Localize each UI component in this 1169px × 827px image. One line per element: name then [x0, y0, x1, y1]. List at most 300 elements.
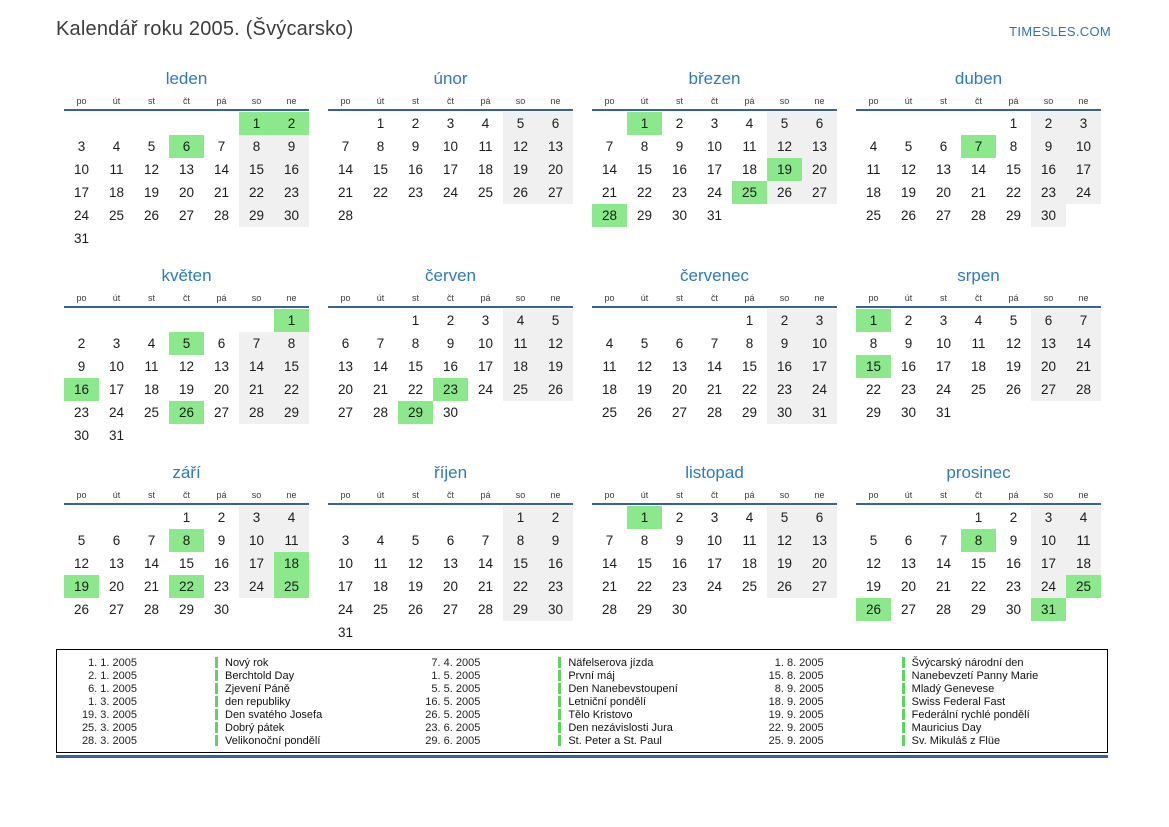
- day-cell: 6: [538, 112, 573, 135]
- legend-row: [410, 721, 753, 734]
- day-header: pá: [1008, 96, 1019, 106]
- day-cell: 15: [178, 556, 195, 571]
- day-cell: 17: [442, 162, 459, 177]
- day-cell: 28: [143, 602, 160, 617]
- holiday-day-cell: 5: [169, 332, 204, 355]
- day-cell: 22: [503, 575, 538, 598]
- day-cell: 14: [239, 355, 274, 378]
- day-cell: 8: [640, 533, 649, 548]
- day-cell: 14: [970, 162, 987, 177]
- empty-cell: [204, 112, 239, 135]
- holiday-date: 1. 5. 2005: [431, 669, 481, 682]
- day-cell: 29: [239, 204, 274, 227]
- day-cell: 22: [274, 378, 309, 401]
- day-cell: 4: [869, 139, 878, 154]
- holiday-marker-bar: [558, 683, 561, 694]
- holiday-day-cell: 29: [398, 401, 433, 424]
- day-cell: 24: [1031, 575, 1066, 598]
- day-cell: 20: [178, 185, 195, 200]
- day-cell: 13: [337, 359, 354, 374]
- day-cell: 23: [73, 405, 90, 420]
- day-cell: 4: [481, 116, 490, 131]
- empty-cell: [64, 309, 99, 332]
- empty-cell: [239, 309, 274, 332]
- footer-divider: [56, 755, 1108, 758]
- day-cell: 9: [77, 359, 86, 374]
- day-cell: 3: [802, 309, 837, 332]
- day-cell: 4: [112, 139, 121, 154]
- day-cell: 31: [73, 231, 90, 246]
- holiday-legend: [56, 649, 1108, 753]
- day-cell: 13: [671, 359, 688, 374]
- day-cell: 11: [742, 139, 757, 154]
- day-header: čt: [710, 96, 718, 106]
- day-cell: 14: [601, 162, 618, 177]
- day-cell: 11: [602, 359, 617, 374]
- day-cell: 15: [407, 359, 424, 374]
- holiday-date: 7. 4. 2005: [431, 656, 481, 669]
- day-cell: 21: [337, 185, 354, 200]
- day-cell: 17: [802, 355, 837, 378]
- day-cell: 28: [1066, 378, 1101, 401]
- day-header: po: [76, 96, 87, 106]
- day-cell: 4: [974, 313, 983, 328]
- holiday-date: 19. 9. 2005: [768, 708, 824, 721]
- day-header: čt: [974, 293, 982, 303]
- holiday-name: Den nezávislosti Jura: [568, 721, 673, 734]
- day-cell: 18: [477, 162, 494, 177]
- empty-cell: [398, 506, 433, 529]
- holiday-name: Federální rychlé pondělí: [911, 708, 1030, 721]
- day-cell: 25: [503, 378, 538, 401]
- day-header: ne: [286, 96, 297, 106]
- holiday-marker-bar: [558, 657, 561, 668]
- day-cell: 6: [1031, 309, 1066, 332]
- day-cell: 4: [1066, 506, 1101, 529]
- holiday-marker-bar: [215, 696, 218, 707]
- empty-cell: [328, 112, 363, 135]
- day-cell: 9: [217, 533, 226, 548]
- legend-row: [67, 656, 410, 669]
- day-cell: 20: [935, 185, 952, 200]
- day-header: st: [675, 293, 683, 303]
- day-cell: 18: [143, 382, 160, 397]
- day-cell: 14: [1066, 332, 1101, 355]
- month-title: říjen: [433, 463, 468, 482]
- day-cell: 16: [767, 355, 802, 378]
- day-cell: 23: [767, 378, 802, 401]
- day-cell: 18: [970, 359, 987, 374]
- header-underline: [592, 306, 837, 308]
- day-cell: 7: [1066, 309, 1101, 332]
- day-cell: 15: [636, 162, 653, 177]
- day-cell: 29: [274, 401, 309, 424]
- day-cell: 1: [1009, 116, 1018, 131]
- day-header: čt: [974, 96, 982, 106]
- month-5: [64, 266, 309, 452]
- day-header: pá: [744, 96, 755, 106]
- day-cell: 15: [503, 552, 538, 575]
- day-cell: 19: [767, 552, 802, 575]
- day-header: st: [411, 293, 419, 303]
- day-cell: 10: [442, 139, 459, 154]
- day-cell: 3: [112, 336, 121, 351]
- day-cell: 12: [538, 332, 573, 355]
- day-cell: 13: [442, 556, 459, 571]
- holiday-day-cell: 2: [274, 112, 309, 135]
- day-header: so: [251, 293, 262, 303]
- holiday-day-cell: 25: [732, 181, 767, 204]
- day-cell: 30: [671, 208, 688, 223]
- day-cell: 8: [376, 139, 385, 154]
- day-cell: 4: [274, 506, 309, 529]
- empty-cell: [363, 309, 398, 332]
- day-header: po: [340, 490, 351, 500]
- day-cell: 5: [147, 139, 156, 154]
- day-header: po: [604, 96, 615, 106]
- day-cell: 19: [503, 158, 538, 181]
- holiday-name: Den Nanebevstoupení: [568, 682, 678, 695]
- legend-row: [754, 669, 1097, 682]
- day-header: so: [779, 293, 790, 303]
- day-header: čt: [446, 96, 454, 106]
- day-cell: 13: [802, 529, 837, 552]
- day-cell: 15: [239, 158, 274, 181]
- holiday-day-cell: 7: [961, 135, 996, 158]
- legend-row: [754, 708, 1097, 721]
- holiday-marker-bar: [902, 722, 905, 733]
- empty-cell: [662, 309, 697, 332]
- day-cell: 21: [970, 185, 987, 200]
- day-cell: 19: [636, 382, 653, 397]
- month-8: [856, 266, 1101, 452]
- day-header: út: [112, 490, 121, 500]
- holiday-date: 19. 3. 2005: [81, 708, 137, 721]
- day-header: st: [675, 96, 683, 106]
- day-cell: 15: [741, 359, 758, 374]
- day-header: po: [76, 490, 87, 500]
- day-header: čt: [182, 96, 190, 106]
- month-4: [856, 69, 1101, 255]
- day-cell: 24: [935, 382, 952, 397]
- day-cell: 13: [1031, 332, 1066, 355]
- legend-row: [754, 695, 1097, 708]
- month-1: [64, 69, 309, 255]
- day-header: st: [411, 490, 419, 500]
- day-cell: 4: [147, 336, 156, 351]
- day-cell: 16: [1005, 556, 1022, 571]
- day-cell: 31: [108, 428, 125, 443]
- holiday-marker-bar: [215, 709, 218, 720]
- day-cell: 5: [538, 309, 573, 332]
- empty-cell: [961, 112, 996, 135]
- header-underline: [328, 109, 573, 111]
- day-cell: 8: [239, 135, 274, 158]
- month-title: únor: [433, 69, 468, 88]
- month-title: červen: [424, 266, 477, 285]
- day-cell: 6: [802, 506, 837, 529]
- month-title: srpen: [957, 266, 1000, 285]
- day-cell: 6: [675, 336, 684, 351]
- legend-row: [410, 656, 753, 669]
- day-cell: 29: [970, 602, 987, 617]
- day-header: út: [376, 490, 385, 500]
- holiday-date: 5. 5. 2005: [431, 682, 481, 695]
- day-cell: 12: [636, 359, 653, 374]
- day-cell: 22: [239, 181, 274, 204]
- day-cell: 24: [802, 378, 837, 401]
- empty-cell: [433, 506, 468, 529]
- month-11: [592, 463, 837, 649]
- day-cell: 25: [601, 405, 618, 420]
- day-cell: 7: [341, 139, 350, 154]
- day-header: po: [604, 490, 615, 500]
- day-cell: 20: [900, 579, 917, 594]
- day-cell: 1: [974, 510, 983, 525]
- legend-row: [410, 695, 753, 708]
- day-header: po: [868, 96, 879, 106]
- day-cell: 11: [742, 533, 757, 548]
- day-cell: 10: [706, 533, 723, 548]
- day-header: so: [515, 293, 526, 303]
- day-cell: 2: [77, 336, 86, 351]
- day-cell: 24: [477, 382, 494, 397]
- day-header: pá: [480, 96, 491, 106]
- day-cell: 2: [675, 510, 684, 525]
- holiday-name: Nanebevzetí Panny Marie: [911, 669, 1039, 682]
- day-header: po: [340, 96, 351, 106]
- holiday-date: 23. 6. 2005: [425, 721, 481, 734]
- day-cell: 23: [900, 382, 917, 397]
- holiday-marker-bar: [558, 735, 561, 746]
- day-cell: 9: [1031, 135, 1066, 158]
- holiday-name: Berchtold Day: [225, 669, 295, 682]
- legend-row: [754, 656, 1097, 669]
- day-cell: 2: [904, 313, 913, 328]
- header-underline: [64, 503, 309, 505]
- day-cell: 28: [372, 405, 389, 420]
- day-cell: 30: [538, 598, 573, 621]
- day-cell: 19: [143, 185, 160, 200]
- day-cell: 27: [671, 405, 688, 420]
- day-cell: 21: [477, 579, 494, 594]
- day-cell: 5: [411, 533, 420, 548]
- day-cell: 3: [341, 533, 350, 548]
- day-cell: 14: [706, 359, 723, 374]
- empty-cell: [169, 112, 204, 135]
- day-cell: 20: [213, 382, 230, 397]
- day-cell: 14: [935, 556, 952, 571]
- day-cell: 20: [671, 382, 688, 397]
- day-cell: 10: [802, 332, 837, 355]
- day-cell: 4: [745, 116, 754, 131]
- day-cell: 28: [706, 405, 723, 420]
- day-cell: 7: [710, 336, 719, 351]
- day-header: so: [515, 96, 526, 106]
- day-cell: 28: [213, 208, 230, 223]
- day-cell: 10: [108, 359, 125, 374]
- legend-row: [67, 669, 410, 682]
- holiday-name: Letniční pondělí: [568, 695, 646, 708]
- day-cell: 18: [108, 185, 125, 200]
- day-cell: 16: [442, 359, 459, 374]
- day-cell: 15: [636, 556, 653, 571]
- holiday-name: Den svatého Josefa: [225, 708, 323, 721]
- day-cell: 28: [239, 401, 274, 424]
- holiday-day-cell: 1: [627, 112, 662, 135]
- empty-cell: [169, 309, 204, 332]
- holiday-day-cell: 28: [592, 204, 627, 227]
- day-header: čt: [446, 490, 454, 500]
- legend-row: [410, 682, 753, 695]
- month-title: leden: [165, 69, 208, 88]
- day-cell: 28: [337, 208, 354, 223]
- holiday-name: Dobrý pátek: [225, 721, 285, 734]
- day-cell: 30: [442, 405, 459, 420]
- day-cell: 27: [1031, 378, 1066, 401]
- day-cell: 20: [108, 579, 125, 594]
- month-3: [592, 69, 837, 255]
- day-cell: 21: [706, 382, 723, 397]
- month-title: prosinec: [946, 463, 1011, 482]
- day-cell: 1: [182, 510, 191, 525]
- holiday-name: Näfelserova jízda: [568, 656, 654, 669]
- day-header: čt: [182, 293, 190, 303]
- day-cell: 5: [1009, 313, 1018, 328]
- day-cell: 27: [337, 405, 354, 420]
- day-cell: 27: [935, 208, 952, 223]
- legend-row: [754, 734, 1097, 747]
- day-cell: 11: [274, 529, 309, 552]
- day-cell: 25: [741, 579, 758, 594]
- brand-link[interactable]: TIMESLES.COM: [1009, 24, 1111, 39]
- day-cell: 2: [217, 510, 226, 525]
- day-cell: 1: [503, 506, 538, 529]
- day-header: ne: [286, 490, 297, 500]
- day-cell: 9: [904, 336, 913, 351]
- day-cell: 25: [108, 208, 125, 223]
- day-cell: 9: [675, 533, 684, 548]
- day-cell: 16: [538, 552, 573, 575]
- day-cell: 10: [337, 556, 354, 571]
- month-7: [592, 266, 837, 452]
- day-cell: 4: [376, 533, 385, 548]
- day-cell: 10: [477, 336, 494, 351]
- day-cell: 4: [503, 309, 538, 332]
- day-cell: 6: [112, 533, 121, 548]
- legend-row: [410, 669, 753, 682]
- day-cell: 3: [939, 313, 948, 328]
- empty-cell: [363, 506, 398, 529]
- holiday-day-cell: 15: [856, 355, 891, 378]
- holiday-name: Swiss Federal Fast: [911, 695, 1006, 708]
- day-cell: 20: [538, 158, 573, 181]
- legend-row: [754, 682, 1097, 695]
- day-cell: 13: [900, 556, 917, 571]
- empty-cell: [64, 506, 99, 529]
- day-cell: 12: [503, 135, 538, 158]
- holiday-marker-bar: [902, 670, 905, 681]
- day-cell: 24: [73, 208, 90, 223]
- day-cell: 25: [143, 405, 160, 420]
- day-header: pá: [1008, 293, 1019, 303]
- day-cell: 4: [745, 510, 754, 525]
- day-cell: 10: [239, 529, 274, 552]
- day-header: pá: [480, 490, 491, 500]
- day-cell: 29: [636, 208, 653, 223]
- day-cell: 26: [538, 378, 573, 401]
- day-cell: 28: [935, 602, 952, 617]
- day-cell: 17: [706, 556, 723, 571]
- header-underline: [64, 109, 309, 111]
- header-underline: [328, 306, 573, 308]
- day-cell: 19: [900, 185, 917, 200]
- day-header: ne: [550, 490, 561, 500]
- month-title: květen: [161, 266, 212, 285]
- day-cell: 8: [503, 529, 538, 552]
- holiday-date: 18. 9. 2005: [768, 695, 824, 708]
- day-cell: 17: [337, 579, 354, 594]
- day-header: ne: [1078, 490, 1089, 500]
- day-header: po: [868, 293, 879, 303]
- day-header: so: [1043, 96, 1054, 106]
- empty-cell: [134, 112, 169, 135]
- holiday-date: 6. 1. 2005: [88, 682, 137, 695]
- empty-cell: [328, 309, 363, 332]
- holiday-marker-bar: [902, 657, 905, 668]
- holiday-marker-bar: [902, 709, 905, 720]
- day-cell: 7: [605, 533, 614, 548]
- day-cell: 14: [143, 556, 160, 571]
- day-cell: 5: [503, 112, 538, 135]
- day-cell: 21: [935, 579, 952, 594]
- day-cell: 3: [481, 313, 490, 328]
- holiday-name: St. Peter a St. Paul: [568, 734, 662, 747]
- day-cell: 22: [372, 185, 389, 200]
- day-header: ne: [814, 293, 825, 303]
- legend-column: [410, 656, 753, 747]
- day-cell: 7: [147, 533, 156, 548]
- calendar-grid: [64, 69, 1101, 649]
- day-cell: 22: [865, 382, 882, 397]
- month-title: listopad: [685, 463, 744, 482]
- day-cell: 4: [605, 336, 614, 351]
- day-cell: 26: [900, 208, 917, 223]
- day-header: ne: [286, 293, 297, 303]
- day-cell: 6: [341, 336, 350, 351]
- legend-row: [67, 708, 410, 721]
- month-10: [328, 463, 573, 649]
- day-cell: 2: [538, 506, 573, 529]
- day-cell: 3: [710, 116, 719, 131]
- day-cell: 15: [274, 355, 309, 378]
- day-cell: 24: [239, 575, 274, 598]
- holiday-date: 2. 1. 2005: [88, 669, 137, 682]
- day-cell: 13: [108, 556, 125, 571]
- day-cell: 7: [605, 139, 614, 154]
- header-underline: [328, 503, 573, 505]
- day-cell: 29: [178, 602, 195, 617]
- day-cell: 20: [802, 158, 837, 181]
- day-cell: 24: [442, 185, 459, 200]
- day-cell: 27: [538, 181, 573, 204]
- day-header: so: [1043, 490, 1054, 500]
- day-cell: 27: [178, 208, 195, 223]
- day-cell: 3: [239, 506, 274, 529]
- day-cell: 27: [900, 602, 917, 617]
- day-cell: 17: [477, 359, 494, 374]
- holiday-marker-bar: [902, 696, 905, 707]
